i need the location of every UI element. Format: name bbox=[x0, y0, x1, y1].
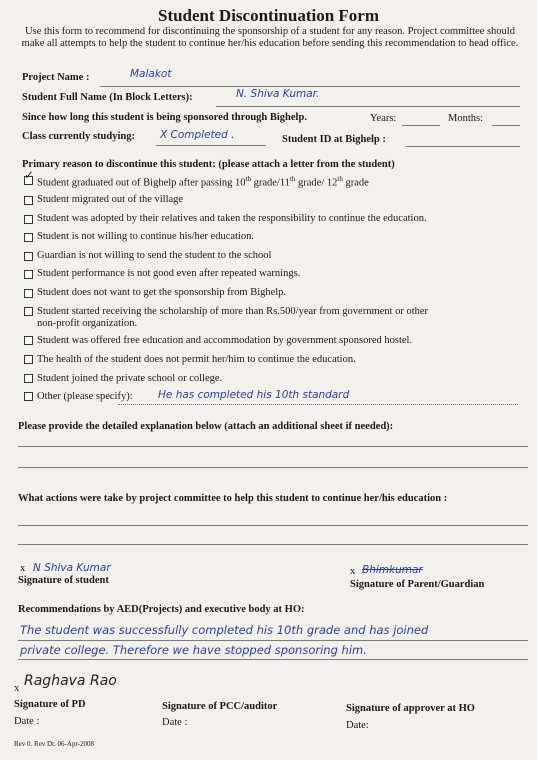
reason-option-other: Other (please specify): bbox=[37, 391, 133, 402]
form-instructions: Use this form to recommend for discontinuing the sponsorship of a student for any reason. Project committee should make all attempts to help the student to continue her/his education before sending this recommendation to head office. bbox=[21, 26, 519, 49]
reason-option-5: Guardian is not willing to send the student to the school bbox=[37, 250, 272, 261]
reason-option-7: Student does not want to get the sponsorship from Bighelp. bbox=[37, 287, 287, 298]
reason-checkbox-8[interactable] bbox=[24, 307, 33, 316]
committee-line-1 bbox=[18, 525, 528, 526]
reason-checkbox-5[interactable] bbox=[24, 252, 33, 261]
class-label: Class currently studying: bbox=[22, 131, 135, 142]
student-name-value: N. Shiva Kumar. bbox=[236, 88, 320, 100]
reason-option-8-cont: non-profit organization. bbox=[37, 318, 138, 329]
student-id-line bbox=[406, 146, 520, 147]
reason-other-value: He has completed his 10th standard bbox=[158, 389, 350, 401]
student-name-label: Student Full Name (In Block Letters): bbox=[22, 92, 193, 103]
explanation-line-2 bbox=[18, 467, 528, 468]
reason-option-1: Student graduated out of Bighelp after passing 10th grade/11th grade/ 12th grade bbox=[37, 175, 369, 189]
reason-checkbox-11[interactable] bbox=[24, 374, 33, 383]
student-id-label: Student ID at Bighelp : bbox=[282, 134, 386, 145]
recommendation-rule-1 bbox=[18, 640, 528, 641]
recommendation-rule-2 bbox=[18, 659, 528, 660]
primary-reason-heading: Primary reason to discontinue this student: (please attach a letter from the student) bbox=[22, 159, 395, 170]
student-signature-value: N Shiva Kumar bbox=[33, 562, 111, 574]
committee-line-2 bbox=[18, 544, 528, 545]
reason-checkbox-4[interactable] bbox=[24, 233, 33, 242]
recommendations-heading: Recommendations by AED(Projects) and executive body at HO: bbox=[18, 604, 305, 615]
reason-option-9: Student was offered free education and accommodation by government sponsored hostel. bbox=[37, 335, 413, 346]
explanation-line-1 bbox=[18, 446, 528, 447]
reason-checkbox-9[interactable] bbox=[24, 336, 33, 345]
student-name-line bbox=[216, 106, 520, 107]
pd-date-label: Date : bbox=[14, 716, 40, 727]
revision-footer: Rev 0. Rev Dt. 06-Apr-2008 bbox=[14, 740, 94, 748]
reason-checkbox-6[interactable] bbox=[24, 270, 33, 279]
parent-signature-value: Bhimkumar bbox=[362, 564, 423, 576]
reason-option-4: Student is not willing to continue his/her education. bbox=[37, 231, 254, 242]
reason-option-6: Student performance is not good even after repeated warnings. bbox=[37, 268, 301, 279]
class-value: X Completed . bbox=[160, 129, 235, 141]
reason-option-3: Student was adopted by their relatives and taken the responsibility to continue the education. bbox=[37, 213, 427, 224]
reason-checkbox-10[interactable] bbox=[24, 355, 33, 364]
reason-option-11: Student joined the private school or college. bbox=[37, 373, 223, 384]
ho-approver-signature-label: Signature of approver at HO bbox=[346, 703, 475, 714]
parent-signature-label: Signature of Parent/Guardian bbox=[350, 579, 485, 590]
reason-option-10: The health of the student does not permit her/him to continue the education. bbox=[37, 354, 356, 365]
student-signature-x: x bbox=[20, 563, 26, 574]
committee-actions-heading: What actions were take by project committee to help this student to continue her/his education : bbox=[18, 493, 448, 504]
student-signature-label: Signature of student bbox=[18, 575, 109, 586]
explanation-heading: Please provide the detailed explanation below (attach an additional sheet if needed): bbox=[18, 421, 394, 432]
parent-signature-x: x bbox=[350, 566, 356, 577]
reason-option-2: Student migrated out of the village bbox=[37, 194, 184, 205]
form-title: Student Discontinuation Form bbox=[157, 6, 380, 25]
reason-checkbox-3[interactable] bbox=[24, 215, 33, 224]
months-line bbox=[492, 125, 520, 126]
pd-signature-label: Signature of PD bbox=[14, 699, 86, 710]
reason-checkbox-other[interactable] bbox=[24, 392, 33, 401]
pcc-signature-label: Signature of PCC/auditor bbox=[162, 701, 278, 712]
class-line bbox=[156, 145, 266, 146]
recommendation-line-1: The student was successfully completed his 10th grade and has joined bbox=[20, 623, 429, 637]
project-name-value: Malakot bbox=[130, 68, 172, 80]
sponsorship-duration-label: Since how long this student is being sponsored through Bighelp. bbox=[22, 112, 307, 123]
reason-checkbox-2[interactable] bbox=[24, 196, 33, 205]
months-label: Months: bbox=[448, 113, 484, 124]
recommendation-line-2: private college. Therefore we have stopped sponsoring him. bbox=[20, 643, 367, 657]
pd-signature-x: x bbox=[14, 683, 20, 694]
years-line bbox=[402, 125, 440, 126]
years-label: Years: bbox=[370, 113, 397, 124]
pcc-date-label: Date : bbox=[162, 717, 188, 728]
ho-date-label: Date: bbox=[346, 720, 369, 731]
reason-option-8: Student started receiving the scholarship of more than Rs.500/year from government or other bbox=[37, 306, 429, 317]
reason-other-line bbox=[118, 404, 518, 405]
checkmark-icon: ✓ bbox=[24, 168, 35, 182]
project-name-label: Project Name : bbox=[22, 72, 90, 83]
project-name-line bbox=[100, 86, 520, 87]
reason-checkbox-7[interactable] bbox=[24, 289, 33, 298]
pd-signature-value: Raghava Rao bbox=[24, 673, 117, 689]
